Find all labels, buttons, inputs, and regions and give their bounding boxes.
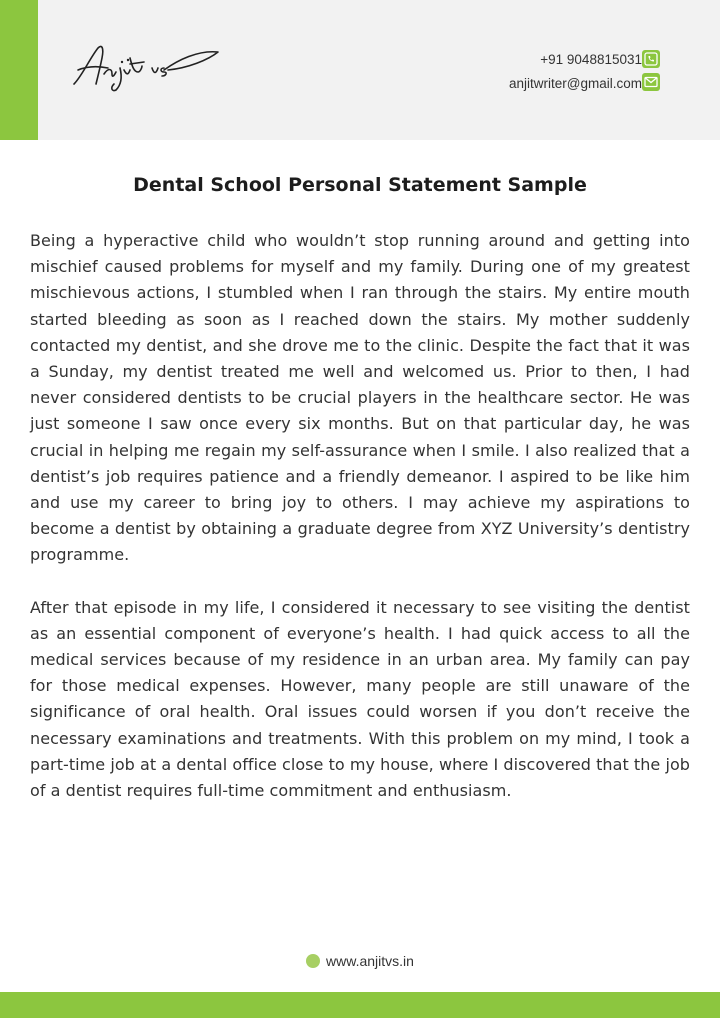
signature-logo-graphic (68, 40, 228, 95)
document-title: Dental School Personal Statement Sample (133, 174, 587, 196)
paragraph-2: After that episode in my life, I considered it necessary to see visiting the dentist as an essential component of everyone’s health. I had quick access to all the medical services because of my residence in an urban area. My family can pay for those medical expenses. However, many people are still unaware of the significance of oral health. Oral issues could worsen if you don’t receive the necessary examinations and treatments. With this problem on my mind, I took a part-time job at a dental office close to my house, where I discovered that the job of a dentist requires full-time commitment and enthusiasm. (30, 597, 690, 801)
globe-icon (306, 954, 320, 968)
accent-bar (0, 0, 38, 140)
phone-icon (642, 50, 660, 68)
footer-website (0, 953, 720, 969)
signature-logo (68, 40, 228, 95)
document-body (30, 228, 690, 804)
contact-info (509, 48, 642, 96)
email-icon (642, 73, 660, 91)
footer-bar (0, 992, 720, 1018)
phone-number[interactable]: +91 9048815031 (540, 52, 642, 67)
paragraph-1: Being a hyperactive child who wouldn’t stop running around and getting into mischief caused problems for myself and my family. During one of my greatest mischievous actions, I stumbled when I ran through the stairs. My entire mouth started bleeding as soon as I reached down the stairs. My mother suddenly contacted my dentist, and she drove me to the clinic. Despite the fact that it was a Sunday, my dentist treated me well and welcomed us. Prior to then, I had never considered dentists to be crucial players in the healthcare sector. He was just someone I saw once every six months. But on that particular day, he was crucial in helping me regain my self-assurance when I smile. I also realized that a dentist’s job requires patience and a friendly demeanor. I aspired to be like him and use my career to bring joy to others. I may achieve my aspirations to become a dentist by obtaining a graduate degree from XYZ University’s dentistry programme. (30, 231, 690, 565)
email-address[interactable]: anjitwriter@gmail.com (509, 76, 642, 91)
website-link[interactable]: www.anjitvs.in (326, 953, 414, 969)
